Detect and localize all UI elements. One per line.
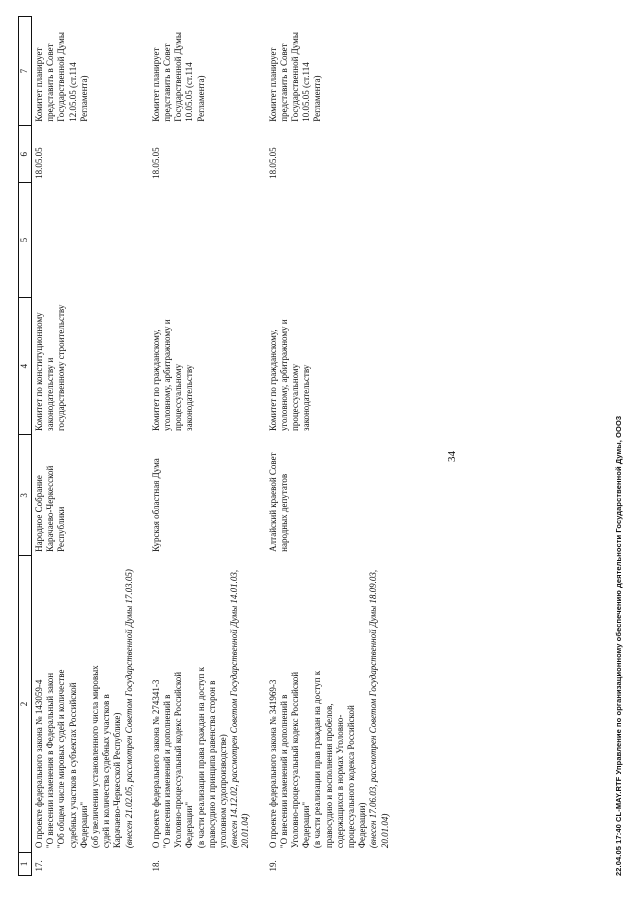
bill-line: содержащихся в нормах Уголовно- bbox=[334, 714, 345, 849]
bill-line: (об увеличении установленного числа мировых bbox=[90, 665, 101, 849]
column-5-cell bbox=[149, 183, 266, 297]
page-footer: 22.04.05 17:40 CL-MAY.RTF Управление по организационному обеспечению деятельности Государственной Думы, ООО3 bbox=[614, 415, 623, 876]
initiator: Курская областная Дума bbox=[150, 458, 161, 552]
bill-line: (в части реализации прав граждан на доступ к bbox=[312, 670, 323, 849]
table-row bbox=[149, 17, 266, 876]
bill-line: "О внесении изменений и дополнений в bbox=[162, 694, 173, 849]
bill-line: Федерации" bbox=[78, 801, 89, 849]
bill-title: О проекте федерального закона № 143059-4 bbox=[34, 679, 44, 849]
bill-line: (в части реализации права граждан на доступ к bbox=[195, 667, 206, 849]
column-5-cell bbox=[32, 183, 149, 297]
bill-description bbox=[266, 556, 405, 852]
table-row bbox=[266, 17, 405, 876]
page-number: 34 bbox=[446, 451, 458, 462]
bill-line: "Об общем числе мировых судей и количестве bbox=[56, 669, 67, 849]
bill-line: Федерации) bbox=[357, 802, 368, 849]
bill-line: судей и количества судебных участков в bbox=[101, 694, 112, 849]
committee: Комитет по гражданскому, уголовному, арбитражному и процессуальному законодательству bbox=[267, 319, 312, 431]
date: 18.05.05 bbox=[150, 147, 161, 179]
bill-line: процессуального кодекса Российской bbox=[346, 705, 357, 849]
initiator: Народное Собрание Карачаево-Черкесской Республики bbox=[34, 465, 67, 552]
status: Комитет планирует представить в Совет Государственной Думы 10.05.05 (ст.114 Регламента) bbox=[267, 32, 323, 122]
column-header: 7 bbox=[19, 17, 32, 126]
bill-line: уголовном судопроизводстве) bbox=[218, 734, 229, 849]
column-header: 2 bbox=[19, 556, 32, 852]
column-header: 3 bbox=[19, 435, 32, 556]
column-header: 5 bbox=[19, 183, 32, 297]
bill-line: "О внесении изменения в Федеральный закон bbox=[45, 672, 56, 849]
bill-title: О проекте федерального закона № 274341-3 bbox=[150, 679, 161, 849]
bill-line: Федерации" bbox=[184, 801, 195, 849]
bill-title: О проекте федерального закона № 341969-3 bbox=[267, 679, 278, 849]
initiator: Алтайский краевой Совет народных депутатов bbox=[267, 452, 289, 552]
table-row bbox=[32, 17, 149, 876]
bill-note: (внесен 14.12.02, рассмотрен Советом Государственной Думы 14.01.03, 20.01.04) bbox=[229, 569, 251, 849]
bill-line: Федерации" bbox=[301, 801, 312, 849]
bill-description bbox=[149, 556, 266, 852]
column-5-cell bbox=[266, 183, 405, 297]
row-number: 18. bbox=[150, 860, 161, 872]
date: 18.05.05 bbox=[34, 147, 44, 179]
column-header: 1 bbox=[19, 852, 32, 875]
column-header: 6 bbox=[19, 126, 32, 183]
row-number: 19. bbox=[267, 860, 278, 872]
bill-line: судебных участков в субъектах Российской bbox=[67, 682, 78, 849]
bill-line: "О внесении изменений и дополнений в bbox=[278, 694, 289, 849]
bills-table bbox=[18, 16, 405, 876]
bill-line: правосудию и восполнения пробелов, bbox=[323, 703, 334, 849]
bill-line: Карачаево-Черкесской Республике) bbox=[112, 712, 123, 849]
row-number: 17. bbox=[34, 860, 44, 872]
committee: Комитет по конституционному законодательству и государственному строительству bbox=[34, 304, 67, 431]
bill-line: Уголовно-процессуальный кодекс Российской bbox=[173, 671, 184, 849]
status: Комитет планирует представить в Совет Государственной Думы 10.05.05 (ст.114 Регламента) bbox=[150, 32, 206, 122]
bill-line: правосудию и принципа равенства сторон в bbox=[206, 680, 217, 849]
table-header-row bbox=[19, 17, 32, 876]
bill-note: (внесен 17.06.03, рассмотрен Советом Государственной Думы 18.09.03, 20.01.04) bbox=[368, 569, 390, 849]
bill-note: (внесен 21.02.05, рассмотрен Советом Государственной Думы 17.03.05) bbox=[123, 569, 134, 849]
status: Комитет планирует представить в Совет Государственной Думы 12.05.05 (ст.114 Регламента) bbox=[34, 32, 89, 122]
column-header: 4 bbox=[19, 297, 32, 435]
date: 18.05.05 bbox=[267, 147, 278, 179]
bill-line: Уголовно-процессуальный кодекс Российской bbox=[290, 671, 301, 849]
committee: Комитет по гражданскому, уголовному, арбитражному и процессуальному законодательству bbox=[150, 319, 195, 431]
bill-description bbox=[32, 556, 149, 852]
